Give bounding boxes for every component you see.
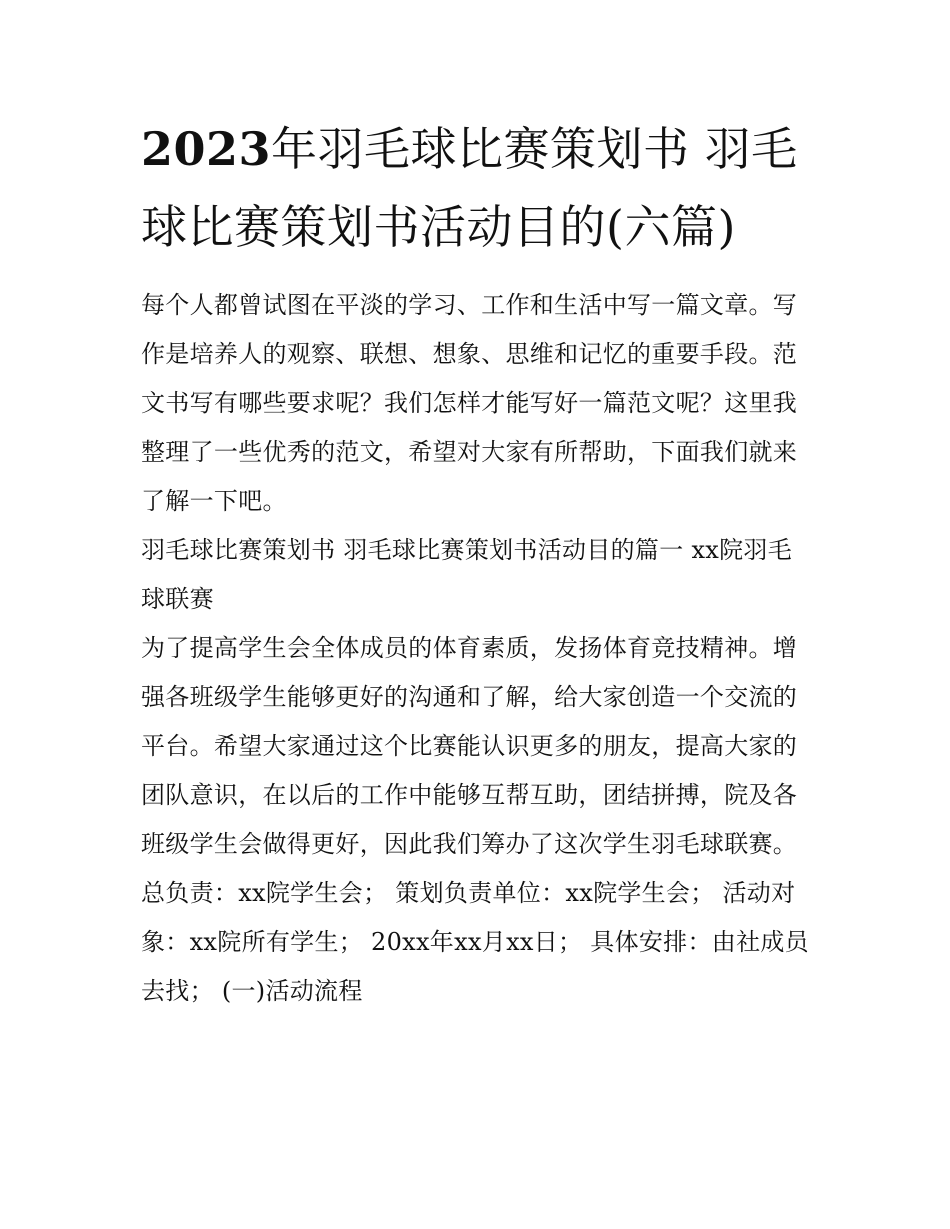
section-heading: 羽毛球比赛策划书 羽毛球比赛策划书活动目的篇一 xx院羽毛球联赛 — [141, 536, 793, 613]
purpose-paragraph: 为了提高学生会全体成员的体育素质，发扬体育竞技精神。增强各班级学生能够更好的沟通和了解，给大家创造一个交流的平台。希望大家通过这个比赛能认识更多的朋友，提高大家的团队意识，在以后的工作中能够互帮互助，团结拼搏，院及各班级学生会做得更好，因此我们筹办了这次学生羽毛球联赛。 — [141, 634, 798, 858]
arrangement-paragraph: 总负责：xx院学生会； 策划负责单位：xx院学生会； 活动对象：xx院所有学生； 20xx年xx月xx日； 具体安排：由社成员去找； (一)活动流程 — [141, 879, 809, 1005]
title-year: 2023 — [141, 122, 272, 176]
intro-paragraph: 每个人都曾试图在平淡的学习、工作和生活中写一篇文章。写作是培养人的观察、联想、想象、思维和记忆的重要手段。范文书写有哪些要求呢？我们怎样才能写好一篇范文呢？这里我整理了一些优秀的范文，希望对大家有所帮助，下面我们就来了解一下吧。 — [141, 291, 798, 515]
document-body — [141, 110, 813, 1016]
title-text: 年羽毛球比赛策划书 羽毛球比赛策划书活动目的(六篇) — [141, 122, 798, 254]
document-title — [141, 110, 813, 266]
